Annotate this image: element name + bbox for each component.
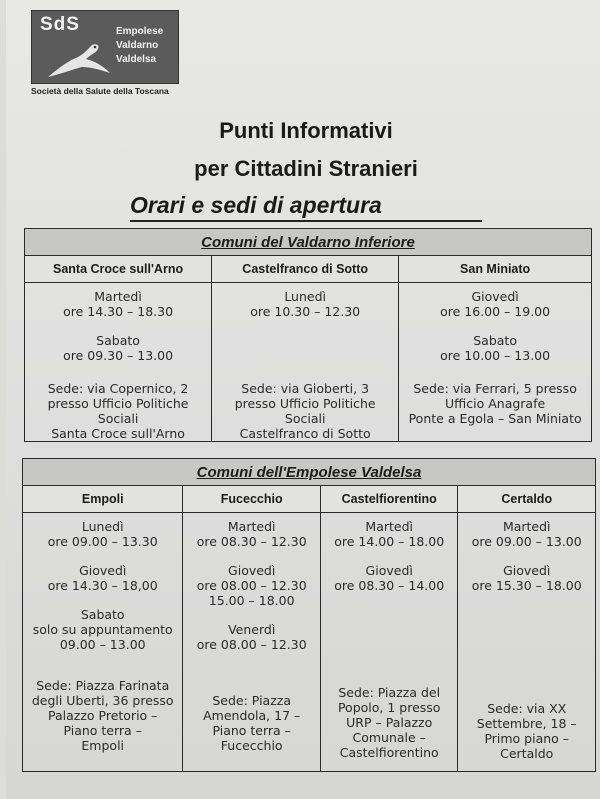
logo-line: Empolese	[116, 26, 164, 37]
subtitle-underline	[130, 220, 482, 222]
address-line: Sede: Piazza	[212, 693, 291, 708]
slot-day: Sabato	[96, 333, 140, 348]
time-slot	[399, 283, 591, 319]
column-header: Certaldo	[458, 486, 596, 513]
table-cell	[458, 513, 596, 772]
slot-hours: ore 08.30 – 12.30	[196, 534, 307, 549]
address-block	[183, 652, 320, 753]
address-line: Castelfranco di Sotto	[239, 426, 371, 441]
slot-hours: ore 14.30 – 18,00	[47, 578, 158, 593]
slot-hours: ore 09.00 – 13.30	[47, 534, 158, 549]
address-line: URP – Palazzo	[346, 715, 433, 730]
logo-line: Valdelsa	[116, 54, 157, 65]
logo-caption: Società della Salute della Toscana	[31, 86, 169, 96]
slot-day: Giovedì	[228, 563, 276, 578]
column-header: Fucecchio	[183, 486, 321, 513]
slot-extra: 15.00 – 18.00	[208, 593, 295, 608]
time-slot	[23, 549, 182, 593]
slot-day: Martedì	[502, 519, 551, 534]
time-slot	[23, 513, 182, 549]
address-line: Popolo, 1 presso	[337, 700, 441, 715]
address-block	[321, 593, 458, 760]
address-line: Fucecchio	[220, 738, 283, 753]
schedule-table-empolese	[22, 458, 596, 772]
address-line: Ponte a Egola – San Miniato	[408, 411, 582, 426]
column-header: Empoli	[23, 486, 183, 513]
address-line: Sede: Piazza Farinata	[36, 678, 170, 693]
address-line: Comunale –	[352, 730, 426, 745]
address-line: Primo piano –	[484, 731, 570, 746]
page-subtitle: Orari e sedi di apertura	[130, 192, 382, 218]
address-block	[25, 363, 211, 441]
time-slot	[321, 513, 458, 549]
address-line: Piano terra –	[63, 723, 142, 738]
address-line: Certaldo	[500, 746, 554, 761]
address-line: Sede: via XX	[487, 701, 567, 716]
address-block	[458, 593, 595, 761]
slot-day: Lunedì	[284, 289, 326, 304]
slot-hours: ore 09.30 – 13.00	[63, 348, 174, 363]
slot-day: Giovedì	[503, 563, 551, 578]
slot-day: Giovedì	[365, 563, 413, 578]
page-title-line2: per Cittadini Stranieri	[194, 156, 418, 181]
time-slot	[212, 283, 398, 319]
address-line: Castelfiorentino	[339, 745, 439, 760]
slot-day: Martedì	[365, 519, 413, 534]
logo-sds-text: SdS	[40, 14, 80, 35]
slot-day: Giovedì	[79, 563, 127, 578]
address-line: presso Ufficio Politiche	[47, 396, 189, 411]
page-title-line1: Punti Informativi	[219, 118, 393, 143]
table-cell	[23, 513, 183, 772]
slot-day: Giovedì	[471, 289, 519, 304]
document-page	[6, 0, 600, 799]
column-header: San Miniato	[399, 256, 592, 283]
address-block	[399, 363, 591, 426]
address-line: Sede: via Ferrari, 5 presso	[413, 381, 577, 396]
table-cell	[212, 283, 399, 442]
address-line: Piano terra –	[212, 723, 291, 738]
table-heading: Comuni del Valdarno Inferiore	[25, 229, 592, 256]
address-line: Settembre, 18 –	[476, 716, 577, 731]
time-slot	[183, 608, 320, 652]
time-slot	[23, 593, 182, 652]
time-slot	[458, 513, 595, 549]
schedule-table-valdarno	[24, 228, 592, 442]
address-line: Palazzo Pretorio –	[48, 708, 158, 723]
address-line: Empoli	[81, 738, 125, 753]
time-slot	[399, 319, 591, 363]
time-slot	[321, 549, 458, 593]
address-line: Amendola, 17 –	[203, 708, 301, 723]
time-slot	[183, 513, 320, 549]
table-heading: Comuni dell'Empolese Valdelsa	[23, 459, 596, 486]
slot-hours: ore 08.30 – 14.00	[334, 578, 445, 593]
address-line: Santa Croce sull'Arno	[51, 426, 185, 441]
slot-extra: 09.00 – 13.00	[59, 637, 146, 652]
slot-day: Martedì	[227, 519, 276, 534]
slot-hours: ore 09.00 – 13.00	[471, 534, 582, 549]
logo-line: Valdarno	[116, 40, 159, 51]
table-cell	[399, 283, 592, 442]
address-line: Sociali	[97, 411, 139, 426]
slot-hours: solo su appuntamento	[32, 622, 173, 637]
slot-day: Venerdì	[228, 622, 276, 637]
address-line: presso Ufficio Politiche	[234, 396, 376, 411]
slot-day: Martedì	[94, 289, 142, 304]
table-cell	[25, 283, 212, 442]
table-cell	[183, 513, 321, 772]
slot-hours: ore 10.00 – 13.00	[440, 348, 551, 363]
slot-hours: ore 08.00 – 12.30	[196, 578, 307, 593]
table-cell	[320, 513, 458, 772]
slot-hours: ore 14.00 – 18.00	[334, 534, 445, 549]
column-header: Castelfiorentino	[320, 486, 458, 513]
slot-hours: ore 10.30 – 12.30	[250, 304, 361, 319]
address-line: Sede: via Gioberti, 3	[241, 381, 370, 396]
time-slot	[25, 319, 211, 363]
address-line: Sociali	[284, 411, 326, 426]
time-slot	[458, 549, 595, 593]
column-header: Castelfranco di Sotto	[212, 256, 399, 283]
address-line: Sede: via Copernico, 2	[47, 381, 189, 396]
address-line: degli Uberti, 36 presso	[31, 693, 174, 708]
logo-lines	[116, 25, 163, 67]
address-block	[23, 652, 182, 753]
bird-logo-icon	[44, 37, 114, 81]
slot-hours: ore 16.00 – 19.00	[440, 304, 551, 319]
time-slot	[183, 549, 320, 608]
slot-hours: ore 08.00 – 12.30	[196, 637, 307, 652]
slot-hours: ore 15.30 – 18.00	[471, 578, 582, 593]
slot-hours: ore 14.30 – 18.30	[63, 304, 174, 319]
address-line: Ufficio Anagrafe	[445, 396, 546, 411]
address-line: Sede: Piazza del	[338, 685, 441, 700]
time-slot	[25, 283, 211, 319]
column-header: Santa Croce sull'Arno	[25, 256, 212, 283]
sds-logo	[31, 10, 179, 84]
address-block	[212, 319, 398, 441]
slot-day: Sabato	[80, 607, 125, 622]
slot-day: Sabato	[473, 333, 517, 348]
slot-day: Lunedì	[81, 519, 124, 534]
